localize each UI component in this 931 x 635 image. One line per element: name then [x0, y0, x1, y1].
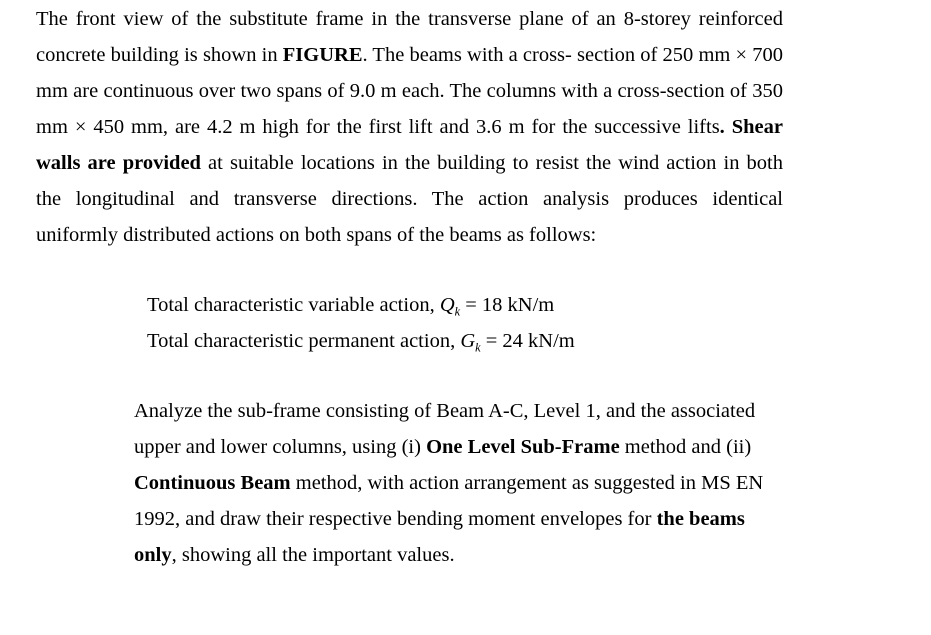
permanent-action-line — [147, 328, 575, 354]
figure-reference: FIGURE — [282, 44, 363, 66]
para2-text-2: method and (ii) — [619, 436, 752, 458]
para1-text-3: at suitable locations in the building to resist the wind action in both the longitudinal and transverse directions. The action analysis produces identical uniformly distributed actions on both spans of the beams as follows: — [36, 152, 783, 246]
variable-action-label: Total characteristic variable action, — [147, 294, 440, 316]
variable-action-line — [147, 292, 554, 318]
para1-text-2: . The beams with a cross- section of 250 mm × 700 mm are continuous over two spans of 9.0 m each. The columns with a cross-section of 350 mm × 450 mm, are 4.2 m high for the first lift and 3.6 m for the successive lifts — [36, 44, 783, 138]
method-2-name: Continuous Beam — [134, 472, 291, 494]
para1-text-1: The front view of the substitute frame in the transverse plane of an 8-storey reinforced concrete building is shown in — [36, 8, 783, 66]
para2-text-3: method, with action arrangement as suggested in MS EN 1992, and draw their respective bending moment envelopes for — [134, 472, 764, 530]
permanent-action-label: Total characteristic permanent action, — [147, 330, 461, 352]
permanent-action-symbol: G — [460, 330, 476, 352]
problem-paragraph-2 — [134, 393, 784, 573]
variable-action-value: = 18 kN/m — [460, 294, 555, 316]
method-1-name: One Level Sub-Frame — [426, 436, 620, 458]
problem-paragraph-1 — [36, 1, 783, 253]
permanent-action-value: = 24 kN/m — [480, 330, 575, 352]
variable-action-symbol: Q — [439, 294, 455, 316]
beams-only-emphasis: the beams only — [134, 508, 745, 566]
permanent-action-subscript: k — [475, 340, 481, 355]
para2-text-1: Analyze the sub-frame consisting of Beam A-C, Level 1, and the associated upper and lower columns, using (i) — [134, 400, 756, 458]
para2-text-4: , showing all the important values. — [171, 544, 455, 566]
shear-walls-emphasis: . Shear walls are provided — [36, 116, 783, 174]
variable-action-subscript: k — [454, 304, 461, 319]
